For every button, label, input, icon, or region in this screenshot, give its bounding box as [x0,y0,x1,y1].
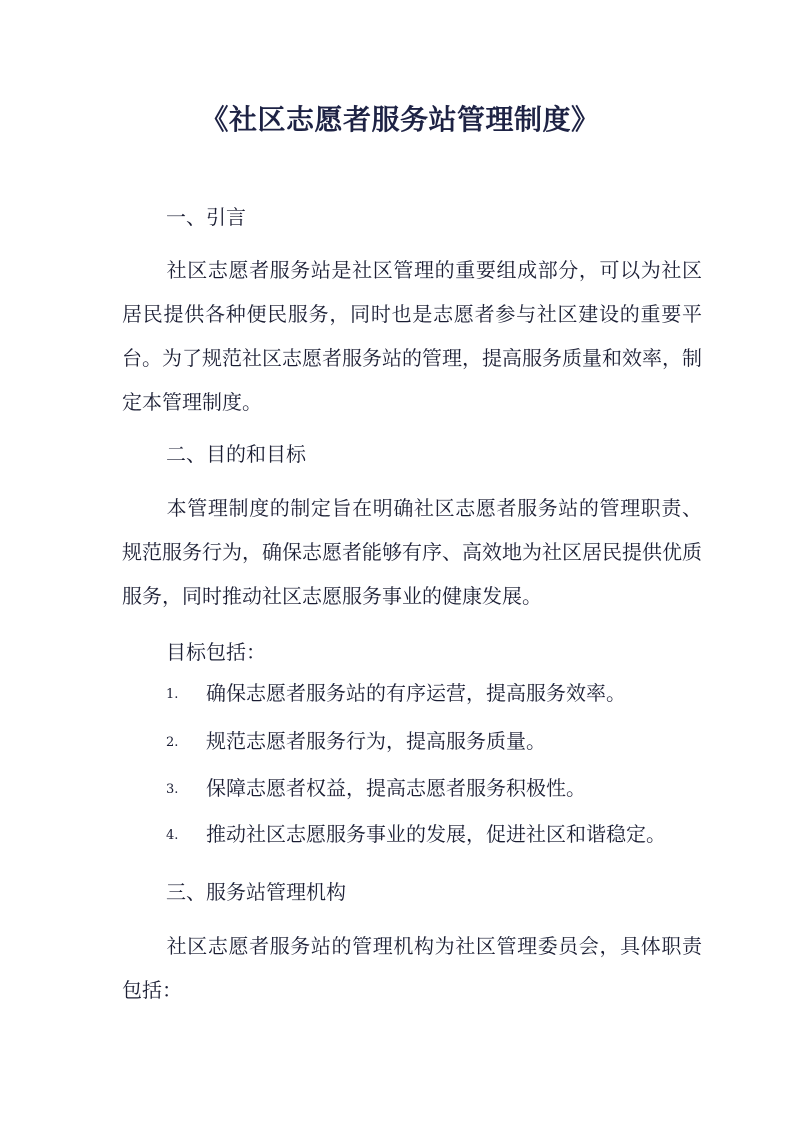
list-text: 保障志愿者权益，提高志愿者服务积极性。 [206,776,586,800]
section-paragraph-intro [122,248,702,424]
list-number: 1. [166,686,179,702]
list-intro: 目标包括： [166,640,266,664]
list-text: 确保志愿者服务站的有序运营，提高服务效率。 [206,681,626,705]
paragraph-text: 社区志愿者服务站的管理机构为社区管理委员会，具体职责包括： [122,934,702,1002]
list-number: 3. [166,781,179,797]
list-number: 4. [166,827,179,843]
list-number: 2. [166,734,179,750]
list-item [166,729,546,755]
list-item [166,822,666,848]
document-title: 《社区志愿者服务站管理制度》 [200,103,600,136]
section-paragraph-organization [122,924,702,1012]
list-text: 规范志愿者服务行为，提高服务质量。 [206,729,546,753]
section-heading-purpose: 二、目的和目标 [166,442,306,466]
list-item [166,681,626,707]
paragraph-text: 本管理制度的制定旨在明确社区志愿者服务站的管理职责、规范服务行为，确保志愿者能够有序、高效地为社区居民提供优质服务，同时推动社区志愿服务事业的健康发展。 [122,496,702,608]
list-item [166,776,586,802]
section-heading-intro: 一、引言 [166,205,246,229]
section-paragraph-purpose [122,486,702,618]
paragraph-text: 社区志愿者服务站是社区管理的重要组成部分，可以为社区居民提供各种便民服务，同时也是志愿者参与社区建设的重要平台。为了规范社区志愿者服务站的管理，提高服务质量和效率，制定本管理制度。 [122,258,702,414]
section-heading-organization: 三、服务站管理机构 [166,880,346,904]
list-text: 推动社区志愿服务事业的发展，促进社区和谐稳定。 [206,822,666,846]
